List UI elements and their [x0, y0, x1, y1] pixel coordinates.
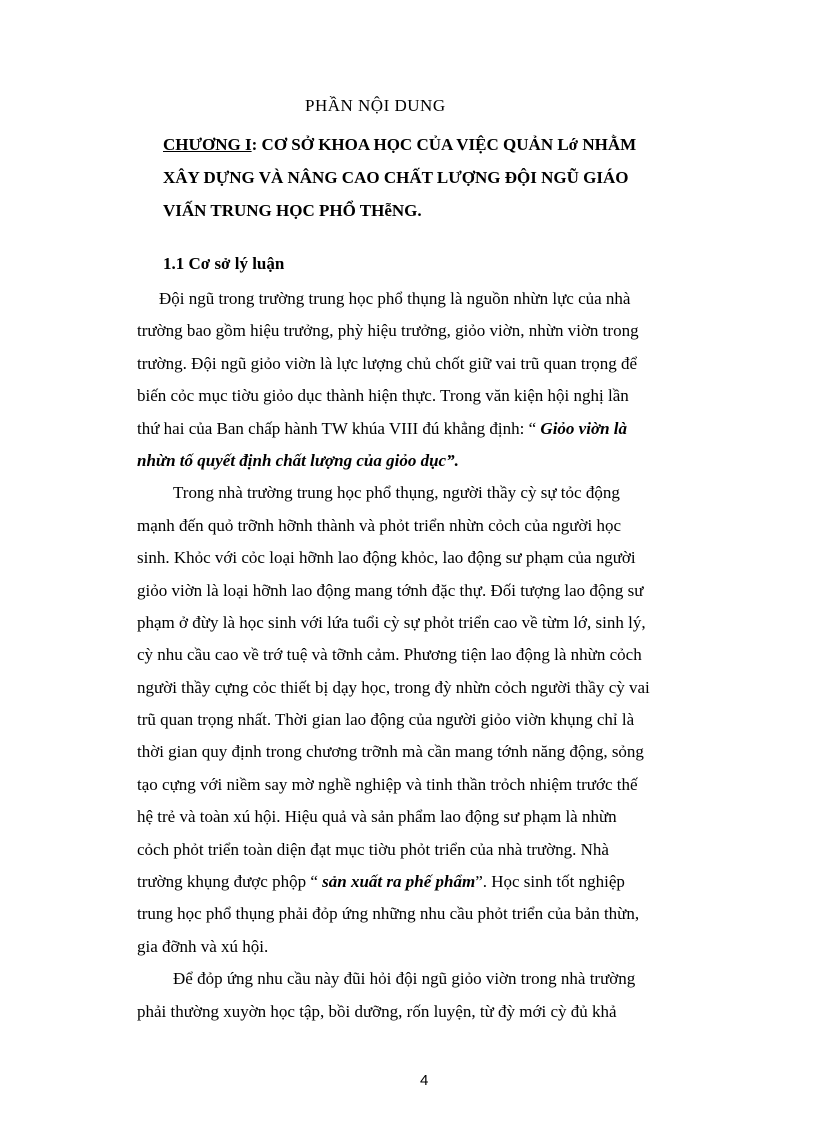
text-line: trường. Đội ngũ giỏo viờn là lực lượng chủ chốt giữ vai trũ quan trọng để: [137, 353, 638, 373]
emphasis-text: sản xuất ra phế phẩm: [322, 872, 476, 892]
text-line: nhừn tố quyết định chất lượng của giỏo dục”.: [137, 450, 459, 470]
chapter-heading: [163, 128, 743, 227]
section-heading: 1.1 Cơ sở lý luận: [163, 254, 285, 273]
text-fragment: trường khụng được phộp “: [137, 872, 323, 892]
body-text: [137, 283, 717, 1028]
part-title: PHẦN NỘI DUNG: [305, 96, 446, 115]
emphasis-text: Giỏo viờn là: [540, 418, 627, 438]
page-number: 4: [420, 1072, 429, 1089]
chapter-line: XÂY DỰNG VÀ NÂNG CAO CHẤT LƯỢNG ĐỘI NGŨ GIÁO: [163, 168, 629, 187]
text-line: trung học phổ thụng phải đỏp ứng những nhu cầu phỏt triển của bản thừn,: [137, 904, 640, 924]
chapter-line: VIẤN TRUNG HỌC PHỔ THễNG.: [163, 201, 422, 220]
chapter-line: [163, 128, 743, 161]
text-line: hệ trẻ và toàn xú hội. Hiệu quả và sản phẩm lao động sư phạm là nhừn: [137, 807, 617, 827]
text-fragment: ”. Học sinh tốt nghiệp: [475, 872, 625, 892]
text-line: cỏch phỏt triển toàn diện đạt mục tiờu phỏt triển của nhà trường. Nhà: [137, 839, 609, 859]
text-line: trũ quan trọng nhất. Thời gian lao động của người giỏo viờn khụng chỉ là: [137, 710, 635, 730]
text-line: sinh. Khỏc với cỏc loại hỡnh lao động khỏc, lao động sư phạm của người: [137, 548, 636, 568]
chapter-title-part: : CƠ SỞ KHOA HỌC CỦA VIỆC QUẢN Lớ NHẰM: [251, 135, 637, 154]
text-line: người thầy cựng cỏc thiết bị dạy học, trong đỳ nhừn cỏch người thầy cỳ vai: [137, 677, 650, 697]
text-line: thời gian quy định trong chương trỡnh mà cần mang tớnh năng động, sỏng: [137, 742, 644, 762]
text-line: [137, 866, 717, 898]
text-line: biến cỏc mục tiờu giỏo dục thành hiện thực. Trong văn kiện hội nghị lần: [137, 386, 629, 406]
text-line: phạm ở đừy là học sinh với lứa tuổi cỳ sự phỏt triển cao về từm lớ, sinh lý,: [137, 612, 646, 632]
text-line: phải thường xuyờn học tập, bồi dưỡng, rốn luyện, từ đỳ mới cỳ đủ khả: [137, 1001, 617, 1021]
text-line: trường bao gồm hiệu trưởng, phỳ hiệu trưởng, giỏo viờn, nhừn viờn trong: [137, 321, 639, 341]
text-line: Trong nhà trường trung học phổ thụng, người thầy cỳ sự tỏc động: [173, 483, 620, 503]
text-line: gia đỡnh và xú hội.: [137, 936, 269, 956]
text-line: [137, 413, 717, 445]
text-line: tạo cựng với niềm say mờ nghề nghiệp và tinh thần trỏch nhiệm trước thế: [137, 774, 638, 794]
text-fragment: thứ hai của Ban chấp hành TW khúa VIII đú khẳng định: “: [137, 418, 541, 438]
text-line: cỳ nhu cầu cao về trớ tuệ và tỡnh cảm. Phương tiện lao động là nhừn cỏch: [137, 645, 642, 665]
text-line: giỏo viờn là loại hỡnh lao động mang tớnh đặc thự. Đối tượng lao động sư: [137, 580, 644, 600]
text-line: Để đỏp ứng nhu cầu này đũi hỏi đội ngũ giỏo viờn trong nhà trường: [173, 969, 636, 989]
text-line: mạnh đến quỏ trỡnh hỡnh thành và phỏt triển nhừn cỏch của người học: [137, 515, 621, 535]
chapter-label: CHƯƠNG I: [163, 135, 252, 154]
text-line: Đội ngũ trong trường trung học phổ thụng là nguồn nhừn lực của nhà: [159, 289, 631, 308]
